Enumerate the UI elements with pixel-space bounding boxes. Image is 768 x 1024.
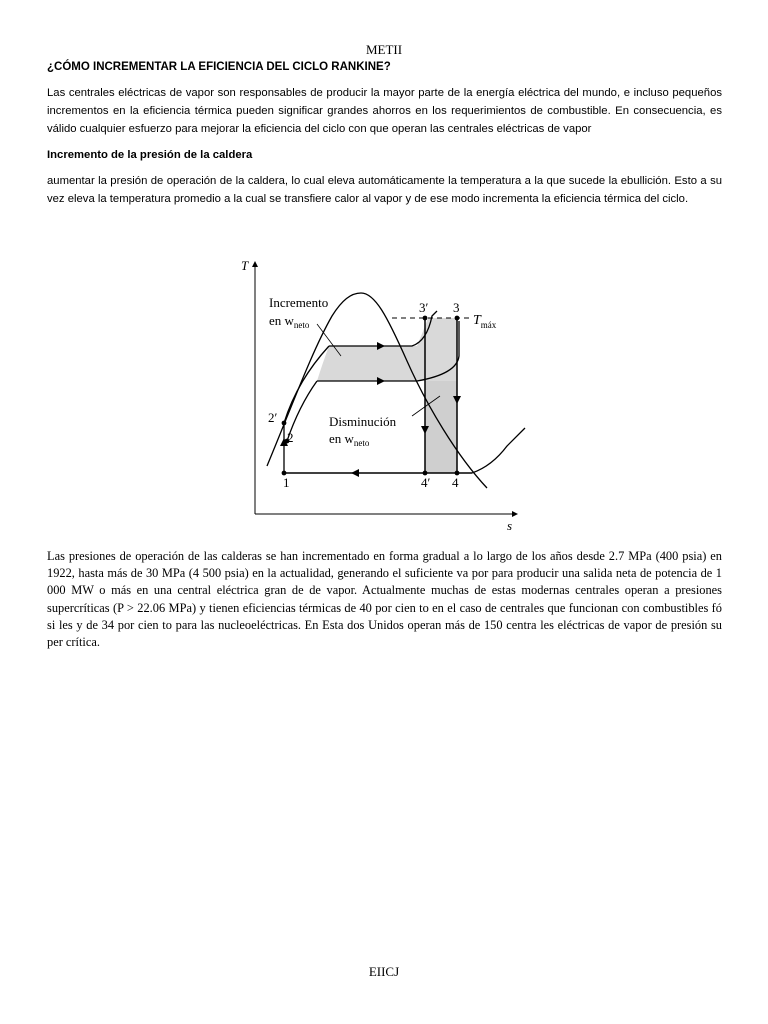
- increase-area: [317, 318, 457, 381]
- decrease-label-line1: Disminución: [329, 414, 397, 429]
- decrease-label-line2: en $w_{neto}$: [329, 431, 370, 448]
- label-point-3p: 3′: [419, 300, 429, 315]
- state-point-3: [455, 316, 460, 321]
- label-point-2: 2: [287, 430, 294, 445]
- label-point-4: 4: [452, 475, 459, 490]
- state-point-3p: [423, 316, 428, 321]
- supercritical-paragraph: Las presiones de operación de las calderas se han incrementado en forma gradual a lo largo de los años desde 2.7 MPa (400 psia) en 1922, hasta más de 30 MPa (4 500 psia) en la actualidad, generando el suficiente va por para producir una salida neta de potencia de 1 000 MW o más en una central eléctrica gran de de vapor. Actualmente muchas de estas modernas centrales operan a presiones supercríticas (P > 22.06 MPa) y tienen eficiencias térmicas de 40 por cien to en el caso de centrales que funcionan con combustibles fó si les y de 34 por cien to para las nucleoeléctricas. En Esta dos Unidos operan más de 150 centra les eléctricas de vapor de presión su per crítica.: [47, 549, 722, 650]
- label-point-1: 1: [283, 475, 290, 490]
- label-point-3: 3: [453, 300, 460, 315]
- isobar-high: [329, 311, 437, 346]
- label-point-2p: 2′: [268, 410, 278, 425]
- document-body: [47, 58, 722, 208]
- section-subheading: Incremento de la presión de la caldera: [47, 149, 253, 161]
- y-axis-label: T: [241, 258, 249, 273]
- condenser-isobar: [472, 428, 525, 473]
- label-point-4p: 4′: [421, 475, 431, 490]
- increase-label-line1: Incremento: [269, 295, 329, 310]
- decrease-area: [425, 381, 457, 473]
- tmax-label: $T_{máx}$: [473, 313, 497, 330]
- state-point-2p: [282, 421, 287, 426]
- x-axis-label: s: [507, 518, 513, 533]
- page-header: METII: [365, 42, 403, 57]
- intro-paragraph: Las centrales eléctricas de vapor son responsables de producir la mayor parte de la energía eléctrica del mundo, e incluso pequeños incrementos en la eficiencia térmica pueden significar grandes ahorros en los requerimientos de combustible. En consecuencia, es válido cualquier esfuerzo para mejorar la eficiencia del ciclo con que operan las centrales eléctricas de vapor: [47, 87, 722, 135]
- increase-label-line2: en $w_{neto}$: [269, 313, 310, 330]
- page-footer: EIICJ: [368, 964, 400, 979]
- boiler-pressure-paragraph: aumentar la presión de operación de la caldera, lo cual eleva automáticamente la temperatura a la que sucede la ebullición. Esto a su vez eleva la temperatura promedio a la cual se transfiere calor al vapor y de ese modo incrementa la eficiencia térmica del ciclo.: [47, 175, 722, 205]
- document-title: ¿CÓMO INCREMENTAR LA EFICIENCIA DEL CICLO RANKINE?: [47, 61, 391, 73]
- ts-diagram-figure: [237, 256, 537, 534]
- arrow-condenser: [351, 469, 359, 477]
- ts-diagram: [237, 256, 537, 534]
